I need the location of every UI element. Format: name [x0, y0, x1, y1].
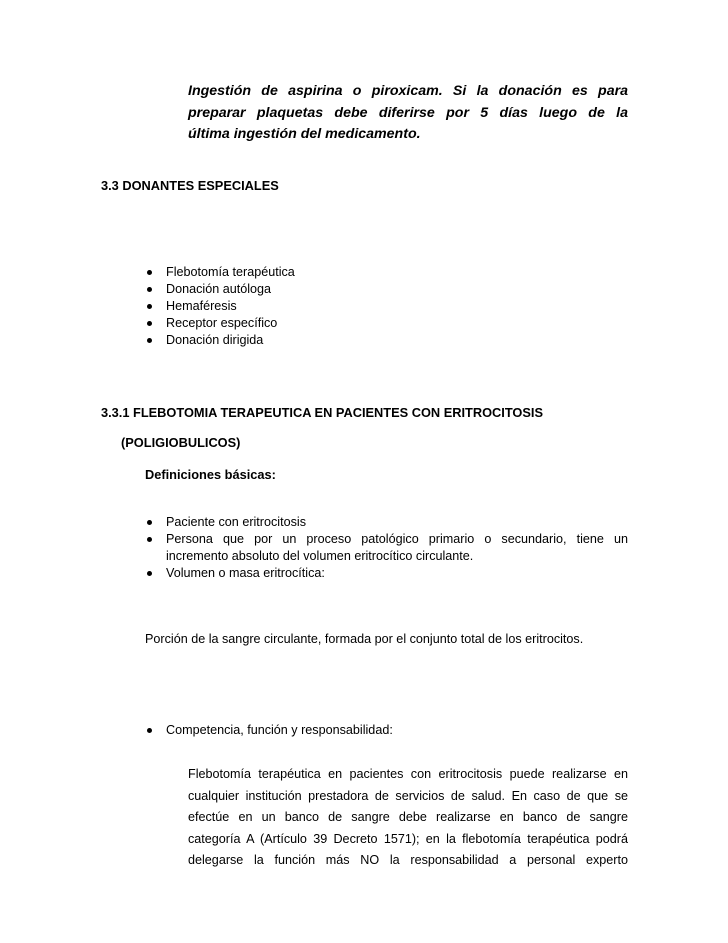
paragraph-line: cualquier institución prestadora de servicios de salud. En caso de que se	[188, 788, 628, 803]
competence-paragraph	[188, 764, 628, 872]
definitions-list	[147, 514, 628, 582]
intro-line: Ingestión de aspirina o piroxicam. Si la donación es para	[188, 83, 628, 99]
list-item: Flebotomía terapéutica	[147, 264, 295, 281]
list-item: Paciente con eritrocitosis	[147, 514, 628, 531]
paragraph-line: efectúe en un banco de sangre debe realizarse en banco de sangre	[188, 810, 628, 824]
paragraph-line: Flebotomía terapéutica en pacientes con eritrocitosis puede realizarse en	[188, 767, 628, 781]
paragraph-line: categoría A (Artículo 39 Decreto 1571); en la flebotomía terapéutica podrá	[188, 831, 628, 846]
list-item: Hemaféresis	[147, 298, 295, 315]
paragraph-line: delegarse la función más NO la responsabilidad a personal experto	[188, 853, 628, 867]
intro-line: última ingestión del medicamento.	[188, 126, 421, 142]
definition-line: incremento absoluto del volumen eritrocítico circulante.	[166, 549, 474, 563]
competence-list	[147, 722, 393, 739]
list-item: Competencia, función y responsabilidad:	[147, 722, 393, 739]
definitions-subheading: Definiciones básicas:	[145, 467, 276, 482]
list-item	[147, 531, 628, 565]
definition-line: Persona que por un proceso patológico primario o secundario, tiene un	[166, 532, 628, 546]
list-item: Donación dirigida	[147, 332, 295, 349]
section-heading-3-3: 3.3 DONANTES ESPECIALES	[101, 178, 279, 193]
section-heading-3-3-1-cont: (POLIGIOBULICOS)	[121, 435, 241, 450]
intro-line: preparar plaquetas debe diferirse por 5 días luego de la	[188, 104, 628, 121]
list-item: Volumen o masa eritrocítica:	[147, 565, 628, 582]
list-item: Receptor específico	[147, 315, 295, 332]
section-heading-3-3-1: 3.3.1 FLEBOTOMIA TERAPEUTICA EN PACIENTES CON ERITROCITOSIS	[101, 405, 544, 420]
definition-text: Porción de la sangre circulante, formada por el conjunto total de los eritrocitos.	[145, 632, 584, 646]
list-item: Donación autóloga	[147, 281, 295, 298]
special-donors-list	[147, 264, 295, 349]
intro-paragraph	[188, 81, 628, 146]
